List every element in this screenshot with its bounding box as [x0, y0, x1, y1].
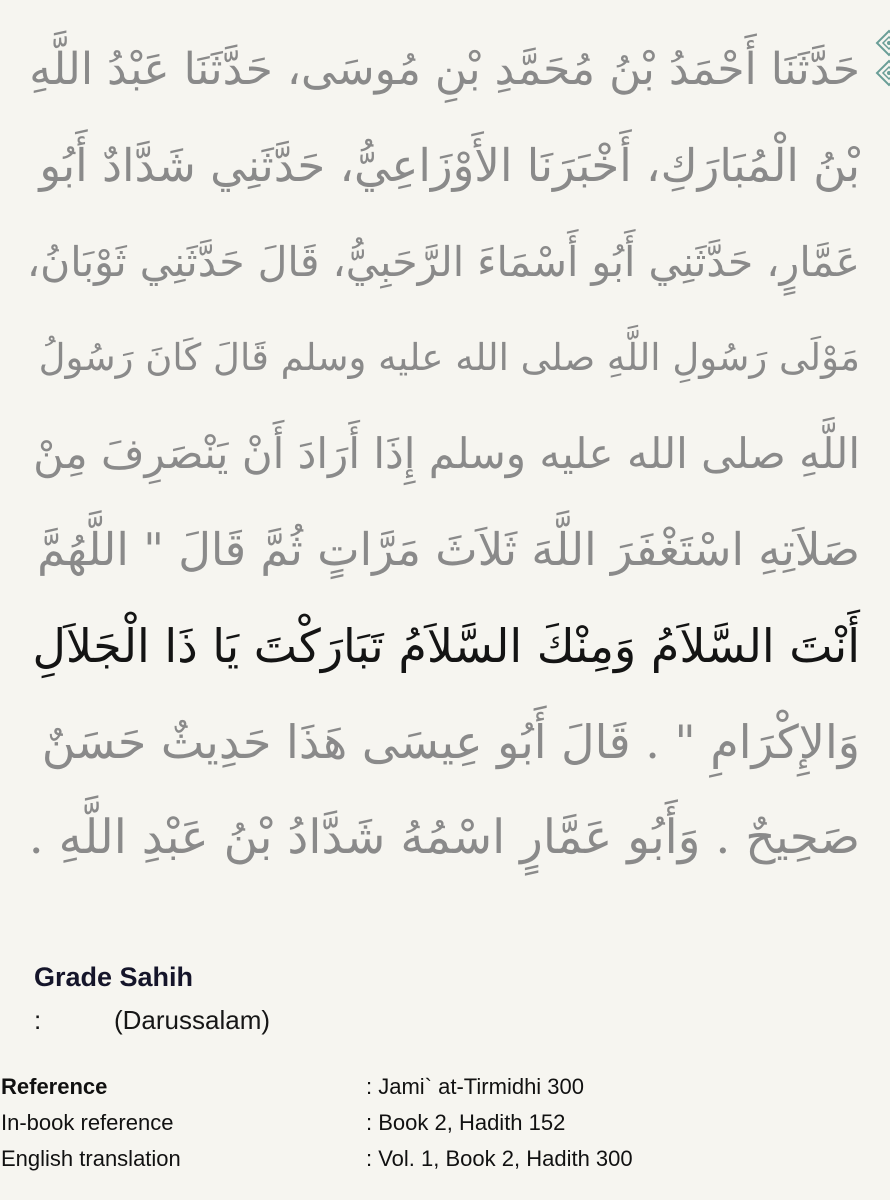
- ornament-icon: [874, 28, 890, 88]
- arabic-line-emphasis: أَنْتَ السَّلاَمُ وَمِنْكَ السَّلاَمُ تَبَارَكْتَ يَا ذَا الْجَلاَلِ: [32, 619, 860, 673]
- english-translation-row: [0, 1144, 890, 1180]
- arabic-line: بْنُ الْمُبَارَكِ، أَخْبَرَنَا الأَوْزَاعِيُّ، حَدَّثَنِي شَدَّادٌ أَبُو: [39, 139, 860, 192]
- arabic-line: مَوْلَى رَسُولِ اللَّهِ صلى الله عليه وسلم قَالَ كَانَ رَسُولُ: [38, 336, 860, 379]
- reference-value: : Jami` at-Tirmidhi 300: [366, 1074, 585, 1099]
- english-translation-value: : Vol. 1, Book 2, Hadith 300: [366, 1146, 633, 1171]
- hadith-arabic-text: [25, 22, 860, 886]
- english-translation-label: English translation: [1, 1146, 181, 1171]
- arabic-line: اللَّهِ صلى الله عليه وسلم إِذَا أَرَادَ أَنْ يَنْصَرِفَ مِنْ: [33, 429, 860, 478]
- in-book-reference-label: In-book reference: [1, 1110, 174, 1135]
- reference-label: Reference: [1, 1074, 108, 1099]
- arabic-line: عَمَّارٍ، حَدَّثَنِي أَبُو أَسْمَاءَ الرَّحَبِيُّ، قَالَ حَدَّثَنِي ثَوْبَانُ،: [26, 238, 860, 286]
- arabic-line: حَدَّثَنَا أَحْمَدُ بْنُ مُحَمَّدِ بْنِ مُوسَى، حَدَّثَنَا عَبْدُ اللَّهِ: [29, 44, 860, 95]
- reference-table: [0, 1072, 890, 1180]
- arabic-line: صَحِيحٌ . وَأَبُو عَمَّارٍ اسْمُهُ شَدَّادُ بْنُ عَبْدِ اللَّهِ .: [28, 810, 860, 865]
- grade-title: Grade Sahih: [34, 962, 194, 992]
- reference-row: [0, 1072, 890, 1108]
- in-book-reference-row: [0, 1108, 890, 1144]
- grade-section: [34, 962, 271, 1035]
- arabic-line: وَالإِكْرَامِ " . قَالَ أَبُو عِيسَى هَذَا حَدِيثٌ حَسَنٌ: [41, 715, 860, 769]
- arabic-line: صَلاَتِهِ اسْتَغْفَرَ اللَّهَ ثَلاَثَ مَرَّاتٍ ثُمَّ قَالَ " اللَّهُمَّ: [37, 523, 860, 576]
- grade-source-row: [34, 1005, 271, 1035]
- grade-colon: :: [34, 1005, 42, 1035]
- grade-source: (Darussalam): [114, 1005, 271, 1035]
- in-book-reference-value: : Book 2, Hadith 152: [366, 1110, 566, 1135]
